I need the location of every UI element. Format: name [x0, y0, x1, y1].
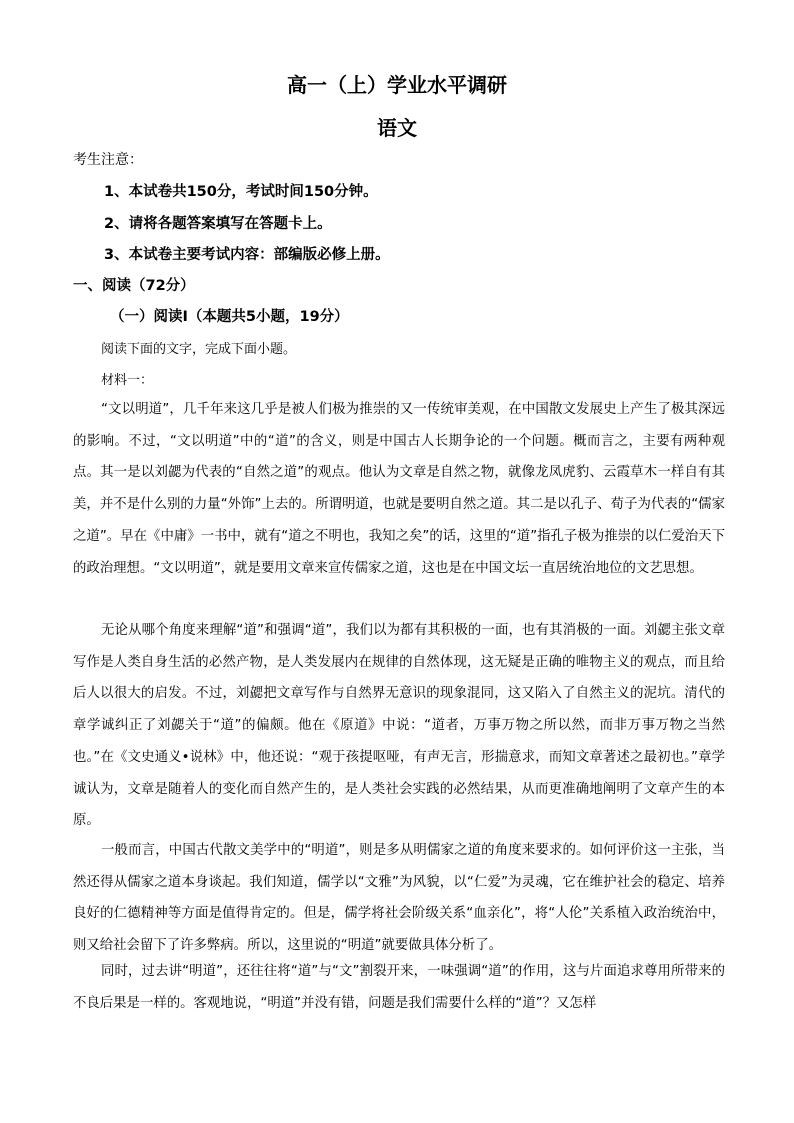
notice-item-2: 2、请将各题答案填写在答题卡上。: [104, 216, 332, 232]
document-title: 高一（上）学业水平调研: [287, 73, 507, 97]
subject-title: 语文: [377, 116, 417, 140]
notice-item-3: 3、本试卷主要考试内容：部编版必修上册。: [104, 247, 390, 263]
subsection-heading: （一）阅读Ⅰ（本题共5小题，19分）: [110, 309, 349, 325]
body-paragraph-1: “文以明道”，几千年来这几乎是被人们极为推崇的又一传统审美观，在中国散文发展史上产生了极其深远的影响。不过，“文以明道”中的“道”的含义，则是中国古人长期争论的一个问题。概而言之，主要有两种观点。其一是以刘勰为代表的“自然之道”的观点。他认为文章是自然之物，就像龙凤虎豹、云霞草木一样自有其美，并不是什么别的力量“外饰”上去的。所谓明道，也就是要明自然之道。其二是以孔子、荀子为代表的“儒家之道”。早在《中庸》一书中，就有“道之不明也，我知之矣”的话，这里的“道”指孔子极为推崇的以仁爱治天下的政治理想。“文以明道”，就是要用文章来宣传儒家之道，这也是在中国文坛一直居统治地位的文艺思想。: [73, 402, 725, 576]
section-heading: 一、阅读（72分）: [73, 278, 195, 294]
notice-item-1: 1、本试卷共150分，考试时间150分钟。: [104, 184, 378, 200]
body-paragraph-3: 一般而言，中国古代散文美学中的“明道”，则是多从明儒家之道的角度来要求的。如何评价这一主张，当然还得从儒家之道本身谈起。我们知道，儒学以“文雅”为风貌，以“仁爱”为灵魂，它在维护社会的稳定、培养良好的仁德精神等方面是值得肯定的。但是，儒学将社会阶级关系“血亲化”，将“人伦”关系植入政治统治中，则又给社会留下了许多弊病。所以，这里说的“明道”就要做具体分析了。: [73, 843, 725, 954]
notice-heading: 考生注意：: [73, 152, 143, 168]
material-label: 材料一：: [101, 373, 154, 388]
body-paragraph-4: 同时，过去讲“明道”，还往往将“道”与“文”割裂开来，一味强调“道”的作用，这与片面追求尊用所带来的不良后果是一样的。客观地说，“明道”并没有错，问题是我们需要什么样的“道”？又怎样: [73, 964, 725, 1011]
body-paragraph-2: 无论从哪个角度来理解“道”和强调“道”，我们以为都有其积极的一面，也有其消极的一面。刘勰主张文章写作是人类自身生活的必然产物，是人类发展内在规律的自然体现，这无疑是正确的唯物主义的观点，而且给后人以很大的启发。不过，刘勰把文章写作与自然界无意识的现象混同，这又陷入了自然主义的泥坑。清代的章学诚纠正了刘勰关于“道”的偏颇。他在《原道》中说：“道者，万事万物之所以然，而非万事万物之当然也。”在《文史通义•说林》中，他还说：“观于孩提呕哑，有声无言，形揣意求，而知文章著述之最初也。”章学诚认为，文章是随着人的变化而自然产生的，是人类社会实践的必然结果，从而更准确地阐明了文章产生的本原。: [73, 623, 725, 829]
reading-instruction: 阅读下面的文字，完成下面小题。: [101, 342, 297, 357]
